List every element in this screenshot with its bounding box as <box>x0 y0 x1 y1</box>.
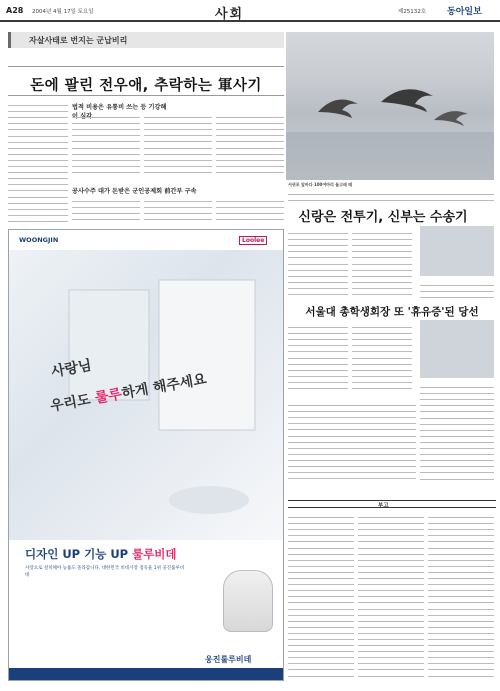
bidet-advertisement[interactable] <box>8 229 284 681</box>
article-body <box>288 228 348 300</box>
ad-tagline <box>25 546 177 562</box>
divider <box>8 66 284 67</box>
article-body <box>420 280 494 300</box>
lead-subhead-2: 공사수주 대가 돈받은 군인공제회 前간부 구속 <box>72 188 197 195</box>
issue-date: 2004년 4월 17일 토요일 <box>32 9 94 15</box>
divider <box>8 95 284 96</box>
newspaper-logo: 동아일보 <box>447 7 482 17</box>
couple-photo <box>420 226 494 276</box>
article-body <box>352 228 412 300</box>
issue-number: 제25132호 <box>398 9 427 15</box>
article-body <box>216 196 284 224</box>
dolphin-icon <box>286 32 494 180</box>
article-headline: 서울대 총학생회장 또 '휴유증'된 당선 <box>305 306 479 318</box>
brand-logo: WOONGJIN <box>19 236 59 244</box>
ad-footer-bar <box>9 668 284 681</box>
ad-copy: 사랑으로 설치해야 능률도 올라갑니다. 대한민국 비데시장 점유율 1위 웅진룰루비데 <box>25 566 185 578</box>
ad-slogan-line1: 사랑님 <box>50 357 93 381</box>
notice-header <box>288 500 496 508</box>
article-body <box>420 382 494 490</box>
slogan-part: 하게 해주세요 <box>120 371 208 403</box>
tagline-highlight: 룰루비데 <box>132 547 177 561</box>
section-title: 사회 <box>215 7 245 22</box>
product-logo: Loolee <box>239 236 267 245</box>
page-number: A28 <box>6 6 24 15</box>
person-photo <box>420 320 494 378</box>
article-body <box>288 322 348 394</box>
article-body <box>72 112 140 174</box>
article-body <box>72 196 140 224</box>
caption-body <box>288 189 494 201</box>
article-body <box>8 100 68 226</box>
slogan-part: 우리도 <box>48 390 97 415</box>
photo-caption: 서귀포 앞바다 100여마리 돌고래 떼 <box>288 182 353 187</box>
kicker-text: 자살사태로 번지는 군납비리 <box>29 36 128 45</box>
slogan-highlight: 룰루 <box>93 386 124 407</box>
article-body <box>144 196 212 224</box>
article-body <box>288 400 416 490</box>
article-kicker <box>8 32 284 48</box>
lead-subhead: 법적 비용은 유통비 쓰는 등 기강해이 심각 <box>72 104 167 120</box>
notice-body <box>358 512 424 682</box>
dolphin-photo <box>286 32 494 180</box>
notice-body <box>288 512 354 682</box>
tagline-part: 디자인 UP 기능 UP <box>25 547 133 561</box>
notice-body <box>428 512 494 682</box>
notice-label: 부고 <box>378 503 389 509</box>
article-body <box>144 112 212 174</box>
page-header <box>0 0 500 22</box>
article-headline: 신랑은 전투기, 신부는 수송기 <box>298 210 468 225</box>
lead-headline: 돈에 팔린 전우애, 추락하는 軍사기 <box>30 78 262 94</box>
article-body <box>352 322 412 394</box>
article-body <box>216 112 284 174</box>
bidet-product-image <box>223 570 273 632</box>
product-name: 웅진룰루비데 <box>205 655 252 664</box>
